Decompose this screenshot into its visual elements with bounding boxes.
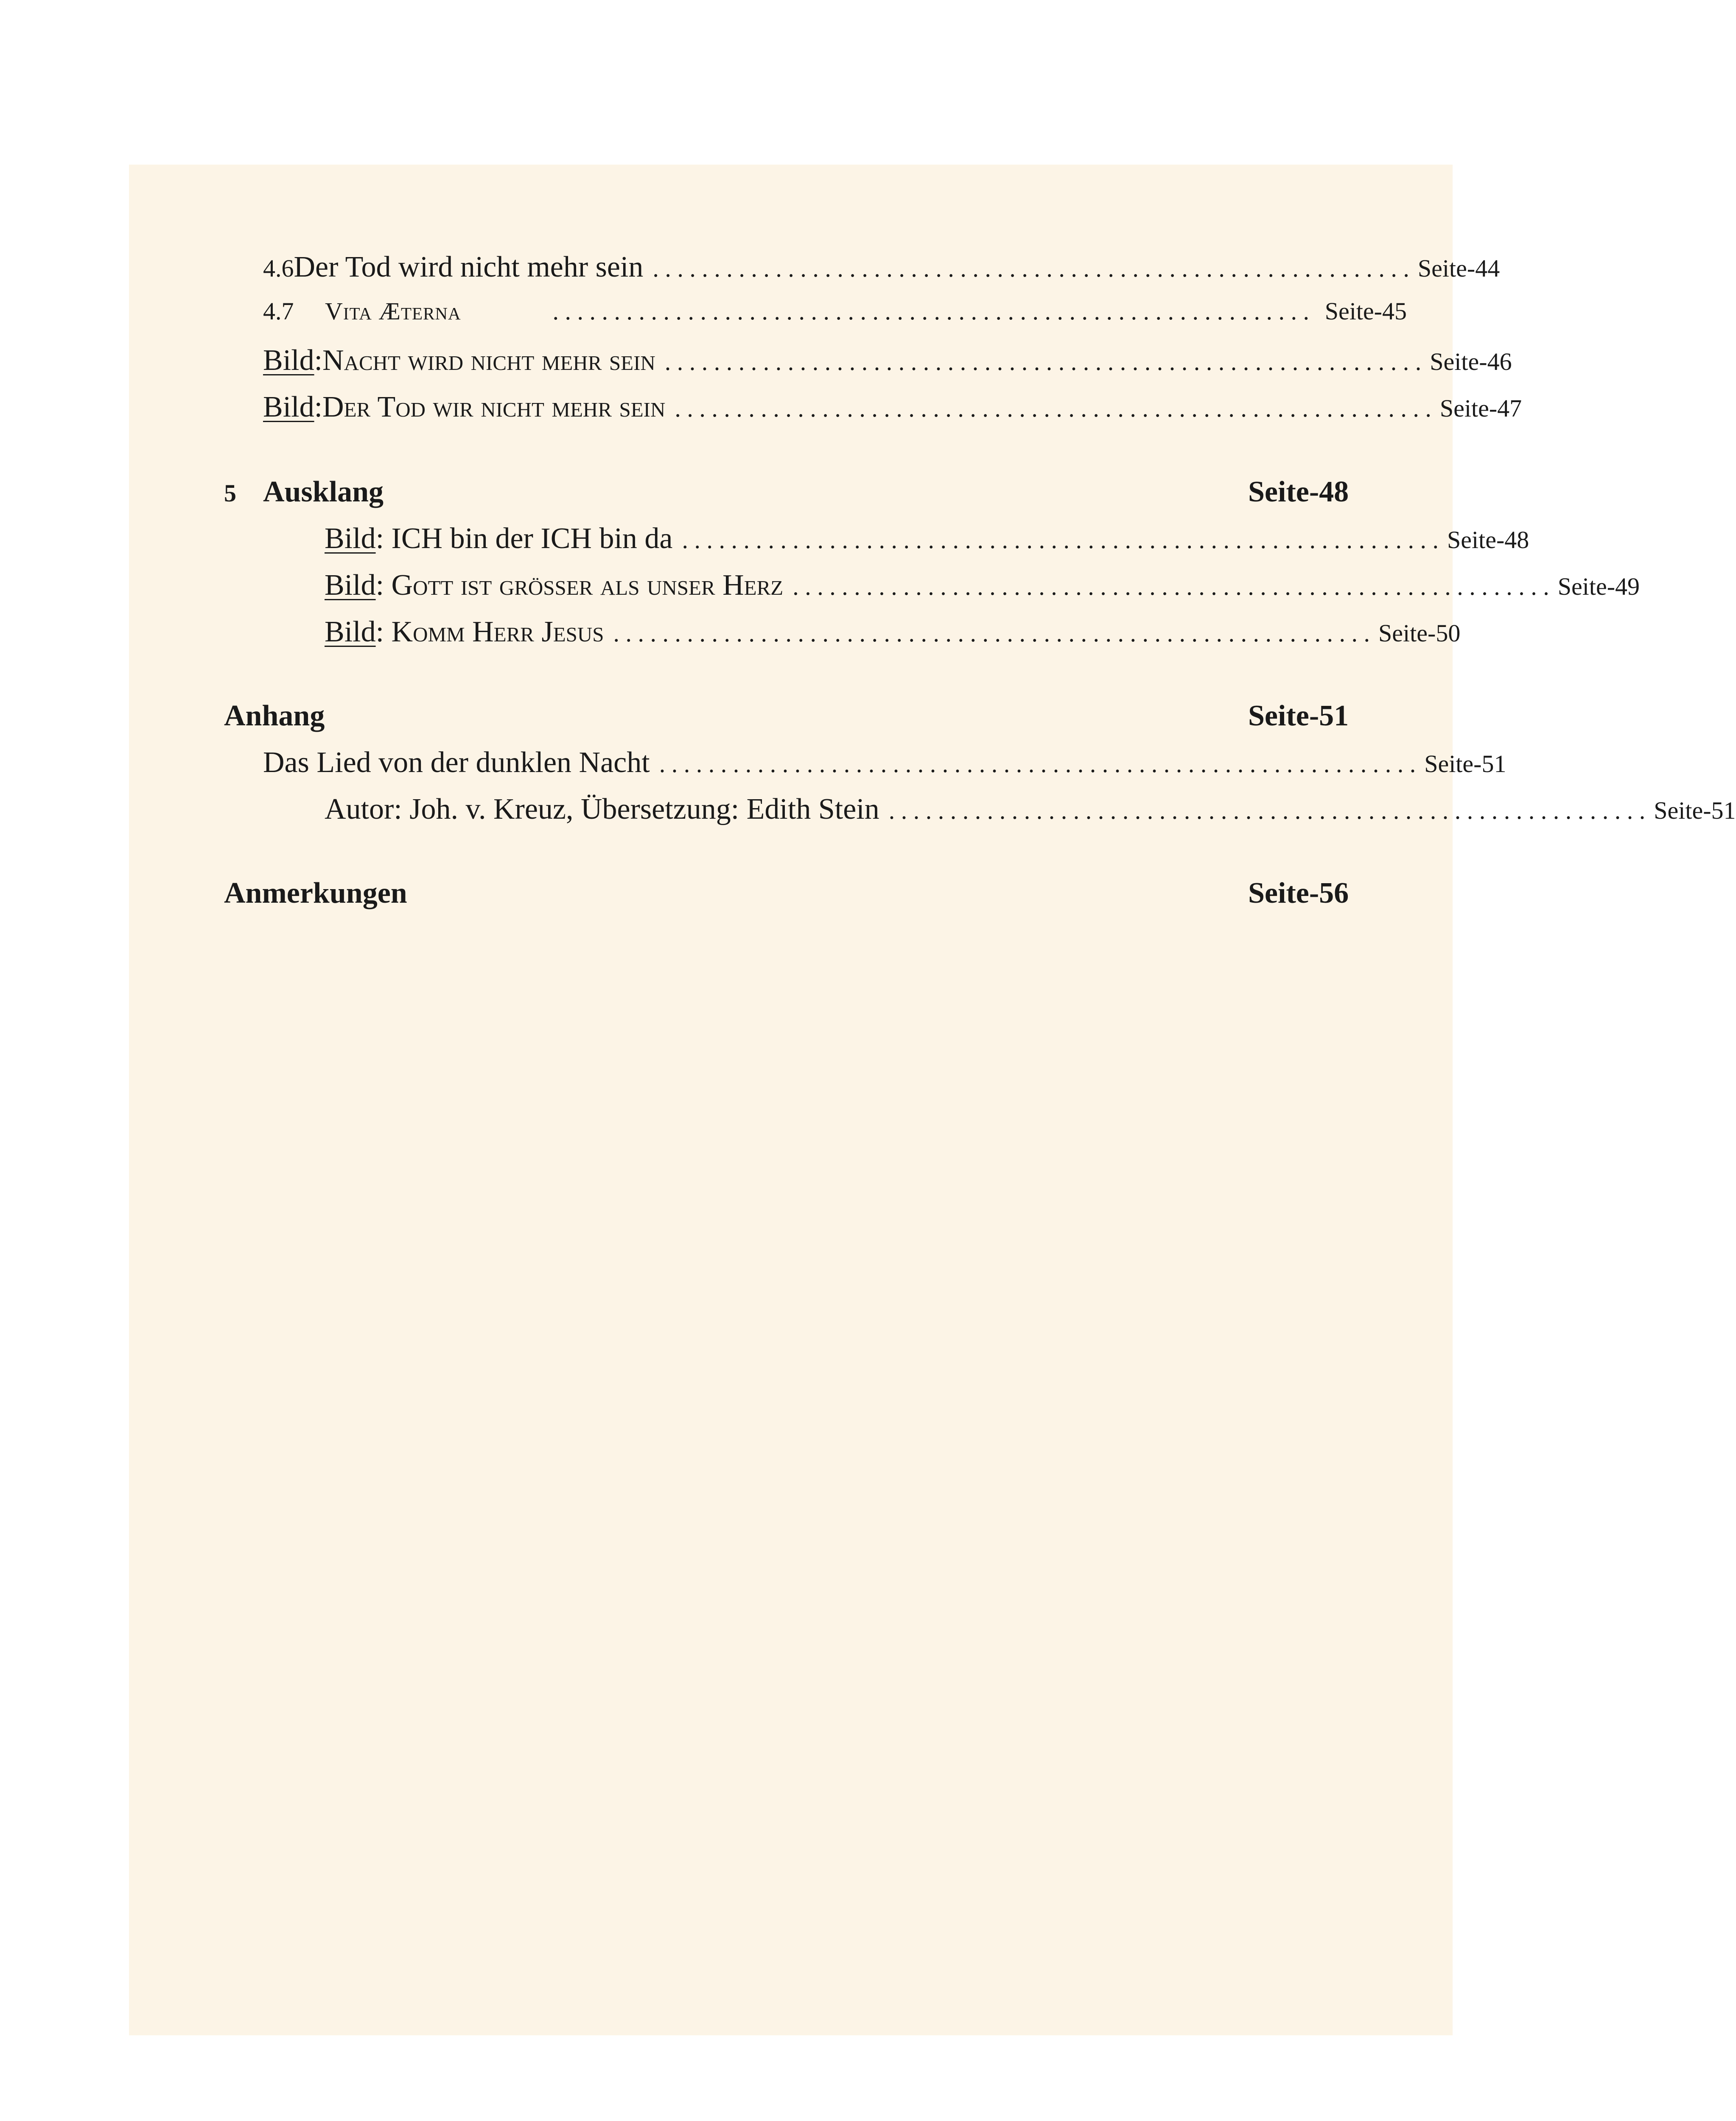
bild-separator: : [314,344,323,377]
chapter-number: 5 [224,479,236,507]
anhang-page: Seite-51 [1248,700,1349,732]
dot-leader: . . . . . . . . . . . . . . . . . . . . . . . . . . . . . . . . . . . . . . . . . . . . . . . . . . . . . . . . . . . . . . [659,750,1416,778]
bild-link[interactable]: Bild [325,522,376,555]
chapter-5-heading[interactable] [224,475,384,509]
dot-leader: . . . . . . . . . . . . . . . . . . . . . . . . . . . . . . . . . . . . . . . . . . . . . . . . . . . . . . . . . . . . . . [613,619,1370,647]
dot-leader: . . . . . . . . . . . . . . . . . . . . . . . . . . . . . . . . . . . . . . . . . . . . . . . . . . . . . . . . . . . . . . [888,797,1646,824]
chapter-title: Ausklang [263,476,384,508]
toc-entry-page: Seite-51 [1654,797,1736,824]
toc-entry-bild-der-tod[interactable] [0,390,1522,437]
bild-separator: : [375,569,392,602]
toc-entry-title: ICH bin der ICH bin da [391,522,673,555]
toc-entry-das-lied[interactable] [0,746,1506,792]
toc-entry-bild-ich-bin[interactable] [0,522,1529,568]
page-panel [129,165,1453,2035]
anmerkungen-page: Seite-56 [1248,877,1349,909]
bild-separator: : [375,522,392,555]
toc-entry-title: Komm Herr Jesus [391,616,604,648]
toc-entry-page: Seite-50 [1378,619,1461,647]
toc-entry-title: Der Tod wir nicht mehr sein [322,391,666,423]
toc-entry-4-7[interactable] [0,297,1407,344]
bild-link[interactable]: Bild [325,569,376,602]
toc-entry-page: Seite-48 [1447,526,1529,554]
dot-leader: . . . . . . . . . . . . . . . . . . . . . . . . . . . . . . . . . . . . . . . . . . . . . . . . . . . . . . . . . . . . . . [675,395,1431,422]
anhang-heading[interactable] [224,699,325,733]
toc-entry-title: Der Tod wird nicht mehr sein [294,251,644,283]
anmerkungen-heading[interactable] [224,876,407,910]
bild-link[interactable]: Bild [263,344,314,377]
toc-entry-title: Gott ist grösser als unser Herz [391,569,784,602]
toc-entry-autor[interactable] [0,792,1736,839]
anmerkungen-title: Anmerkungen [224,877,407,909]
toc-entry-bild-komm[interactable] [0,615,1461,662]
toc-entry-page: Seite-45 [1324,297,1407,325]
chapter-5-page: Seite-48 [1248,476,1349,508]
toc-entry-bild-gott[interactable] [0,568,1640,615]
dot-leader: . . . . . . . . . . . . . . . . . . . . . . . . . . . . . . . . . . . . . . . . . . . . . . . . . . . . . . . . . . . . . . [552,297,1309,325]
dot-leader: . . . . . . . . . . . . . . . . . . . . . . . . . . . . . . . . . . . . . . . . . . . . . . . . . . . . . . . . . . . . . . [792,573,1549,600]
toc-entry-bild-nacht[interactable] [0,344,1512,390]
toc-entry-4-6[interactable] [0,250,1500,297]
anhang-title: Anhang [224,700,325,732]
dot-leader: . . . . . . . . . . . . . . . . . . . . . . . . . . . . . . . . . . . . . . . . . . . . . . . . . . . . . . . . . . . . . . [682,526,1439,554]
bild-link[interactable]: Bild [325,616,376,648]
toc-entry-title: Das Lied von der dunklen Nacht [263,746,650,779]
bild-separator: : [375,616,392,648]
dot-leader: . . . . . . . . . . . . . . . . . . . . . . . . . . . . . . . . . . . . . . . . . . . . . . . . . . . . . . . . . . . . . . [652,255,1409,282]
bild-link[interactable]: Bild [263,391,314,423]
toc-entry-page: Seite-47 [1439,395,1522,422]
bild-separator: : [314,391,323,423]
dot-leader: . . . . . . . . . . . . . . . . . . . . . . . . . . . . . . . . . . . . . . . . . . . . . . . . . . . . . . . . . . . . . . [664,348,1422,375]
toc-entry-page: Seite-51 [1424,750,1506,778]
toc-entry-title: Nacht wird nicht mehr sein [322,344,655,377]
toc-entry-number: 4.7 [263,297,294,325]
toc-entry-number: 4.6 [263,255,294,282]
toc-entry-page: Seite-46 [1430,348,1512,375]
toc-entry-page: Seite-44 [1417,255,1500,282]
toc-entry-title: Autor: Joh. v. Kreuz, Übersetzung: Edith Stein [325,793,879,825]
toc-entry-title: Vita Æterna [325,297,461,325]
toc-entry-page: Seite-49 [1557,573,1640,600]
